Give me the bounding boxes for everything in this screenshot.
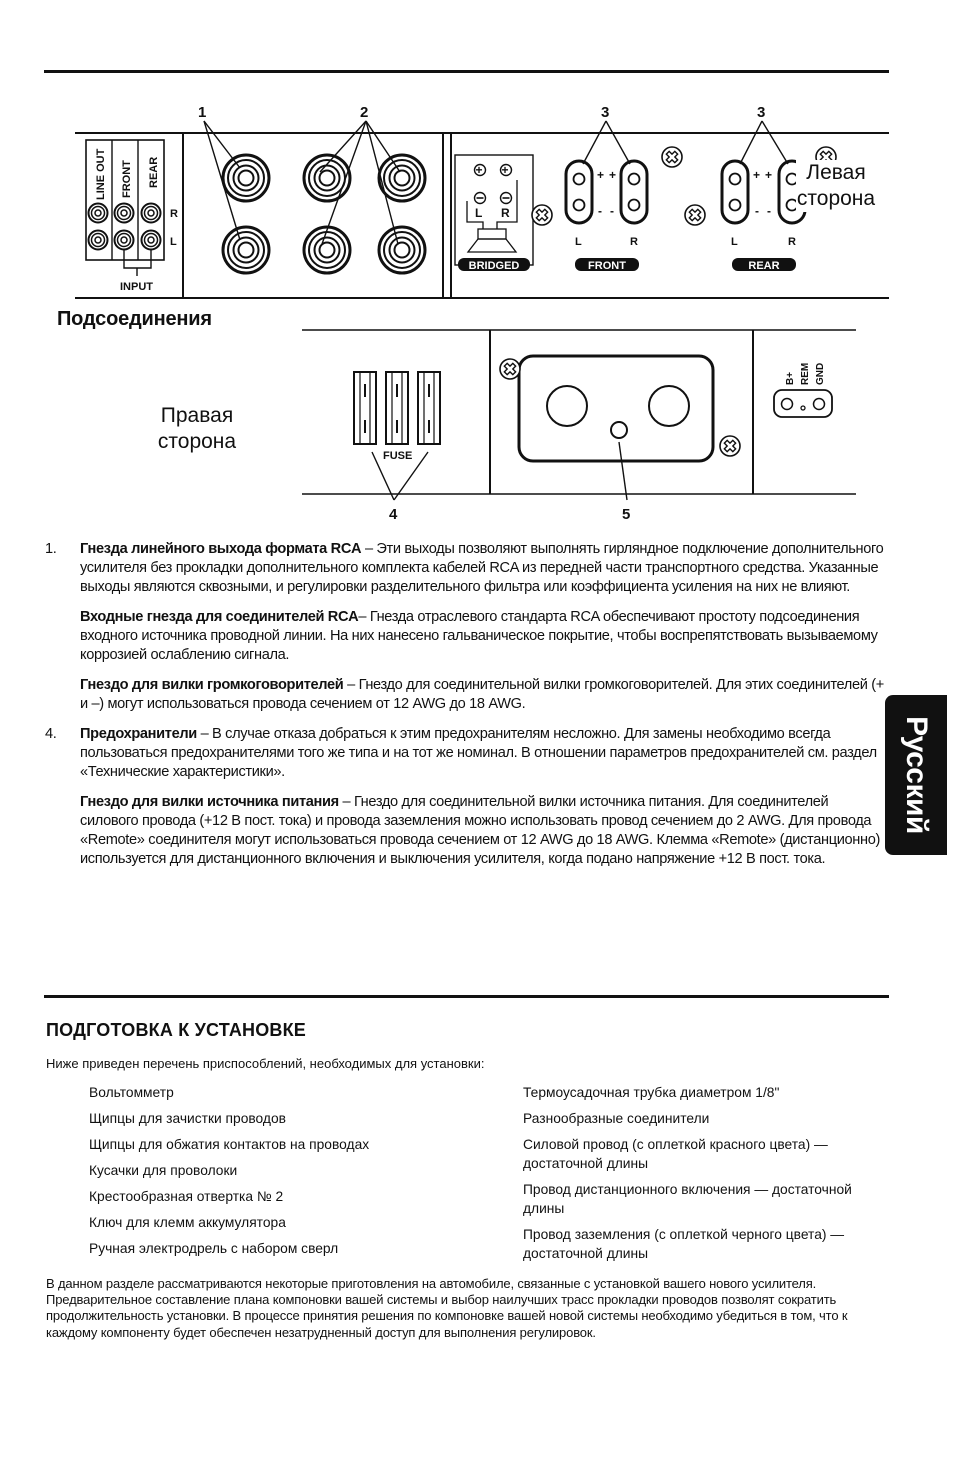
rca-input-block [86, 140, 178, 293]
list-item: Ручная электродрель с набором сверл [89, 1241, 339, 1256]
list-item: Ключ для клемм аккумулятора [89, 1215, 286, 1230]
svg-text:+: + [501, 163, 509, 177]
list-item [44, 676, 890, 714]
row-label-r: R [170, 208, 178, 220]
fuse-label: FUSE [383, 450, 413, 462]
svg-text:-: - [755, 204, 759, 218]
list-item [44, 608, 890, 665]
prep-intro: Ниже приведен перечень приспособлений, необходимых для установки: [46, 1056, 485, 1071]
rear-label: REAR [748, 260, 780, 272]
svg-text:-: - [767, 204, 771, 218]
list-item: Термоусадочная трубка диаметром 1/8" [523, 1085, 780, 1100]
list-item: Разнообразные соединители [523, 1111, 710, 1126]
list-item [44, 793, 890, 869]
bplus-label: B+ [785, 371, 796, 385]
front-label: FRONT [588, 260, 626, 272]
svg-text:R: R [630, 236, 638, 248]
list-item [44, 725, 890, 782]
section-rule [44, 995, 889, 998]
svg-text:3: 3 [757, 104, 766, 121]
item-text: – В случае отказа добраться к этим предохранителям несложно. Для замены необходимо всегда пользоваться предохранителями того же типа и на тот же номинал. В отношении параметров предохранителей см. раздел «Технические характеристики». [80, 726, 877, 780]
list-item: Вольтомметр [89, 1085, 174, 1100]
connections-heading: Подсоединения [57, 308, 212, 330]
bridged-diagram [455, 155, 533, 272]
item-title: Гнездо для вилки громкоговорителей [80, 677, 344, 693]
list-item [44, 540, 890, 597]
rear-input-label: REAR [148, 156, 160, 188]
svg-text:2: 2 [360, 104, 369, 121]
item-text: – Эти выходы позволяют выполнять гирляндное подключение дополнительного усилителя без прокладки дополнительного комплекта кабелей RCA из передней части транспортного средства. Указанные выходы являются сквозными, и регулировки разделительного фильтра или коэффициента усиления на них не влияют. [80, 541, 884, 595]
svg-text:L: L [575, 236, 582, 248]
row-label-l: L [170, 236, 177, 248]
svg-text:+: + [597, 168, 605, 182]
item-number: 4. [45, 726, 57, 742]
list-item: Щипцы для обжатия контактов на проводах [89, 1137, 370, 1152]
tools-list-right [523, 1083, 883, 1270]
list-item: Провод заземления (с оплеткой черного цвета) — достаточной длины [523, 1227, 845, 1261]
connection-descriptions [44, 540, 890, 880]
list-item: Крестообразная отвертка № 2 [89, 1189, 284, 1204]
item-text: – Гнездо для соединительной вилки громкоговорителей. Для этих соединителей (+ и –) могут использоваться провода сечением от 12 AWG до 18 AWG. [80, 677, 884, 712]
svg-text:-: - [610, 204, 614, 218]
item-title: Предохранители [80, 726, 197, 742]
right-side-caption: Правая сторона [157, 404, 237, 453]
svg-text:+: + [609, 168, 617, 182]
rear-speaker-terminals [722, 161, 805, 272]
list-item: Щипцы для зачистки проводов [89, 1111, 286, 1126]
svg-text:+: + [765, 168, 773, 182]
list-item: Силовой провод (с оплеткой красного цвета) — достаточной длины [523, 1137, 828, 1171]
svg-text:R: R [501, 206, 510, 220]
callout-4 [372, 452, 428, 523]
svg-text:-: - [598, 204, 602, 218]
rem-label: REM [800, 362, 811, 385]
svg-text:5: 5 [622, 506, 631, 523]
svg-text:L: L [475, 206, 483, 220]
svg-text:3: 3 [601, 104, 610, 121]
front-speaker-terminals [566, 161, 647, 272]
language-tab [885, 695, 947, 855]
line-out-label: LINE OUT [95, 148, 107, 200]
svg-text:R: R [788, 236, 796, 248]
left-side-caption: Левая сторона [796, 161, 876, 210]
item-text: – Гнезда отраслевого стандарта RCA обеспечивают простоту подсоединения входного источника проводной линии. На них нанесено гальваническое покрытие, чтобы воспрепятствовать вызываемому коррозией ослаблению сигнала. [80, 609, 878, 663]
list-item: Провод дистанционного включения — достаточной длины [523, 1182, 852, 1216]
fuse-block [354, 372, 440, 462]
power-terminal-plate [519, 356, 713, 461]
power-input-connector [774, 363, 832, 417]
item-title: Гнезда линейного выхода формата RCA [80, 541, 362, 557]
tools-list-left [89, 1083, 489, 1265]
item-title: Входные гнезда для соединителей RCA [80, 609, 359, 625]
prep-heading: ПОДГОТОВКА К УСТАНОВКЕ [46, 1020, 307, 1040]
svg-text:4: 4 [389, 506, 398, 523]
connection-diagram [0, 0, 954, 530]
gnd-label: GND [815, 362, 826, 385]
svg-text:+: + [753, 168, 761, 182]
prep-closing-paragraph: В данном разделе рассматриваются некоторые приготовления на автомобиле, связанные с установкой вашего нового усилителя. Предварительное составление плана компоновки вашей системы и выбор наилучших трасс прокладки проводов позволят сократить продолжительность установки. В процессе принятия решения по компоновке вашей новой системы необходимо убедиться в том, что к каждому компоненту будет обеспечен незатрудненный доступ для выполнения регулировок. [46, 1276, 848, 1340]
svg-text:1: 1 [198, 104, 207, 121]
item-number: 1. [45, 541, 57, 557]
rca-jack-group [223, 155, 425, 273]
svg-text:+: + [475, 163, 483, 177]
bridged-label: BRIDGED [468, 260, 520, 272]
item-text: – Гнездо для соединительной вилки источника питания. Для соединителей силового провода (+12 В пост. тока) и провода заземления можно использовать провод сечением до 2 AWG. Для провода «Remote» соединителя могут использоваться провода сечением от 12 AWG до 18 AWG. Клемма «Remote» (дистанционно) используется для дистанционного включения и выключения усилителя, когда подано напряжение +12 В пост. тока. [80, 794, 880, 867]
svg-text:L: L [731, 236, 738, 248]
front-input-label: FRONT [121, 160, 133, 198]
input-label: INPUT [120, 281, 153, 293]
list-item: Кусачки для проволоки [89, 1163, 238, 1178]
language-tab-label: Русский [900, 716, 933, 834]
item-title: Гнездо для вилки источника питания [80, 794, 339, 810]
